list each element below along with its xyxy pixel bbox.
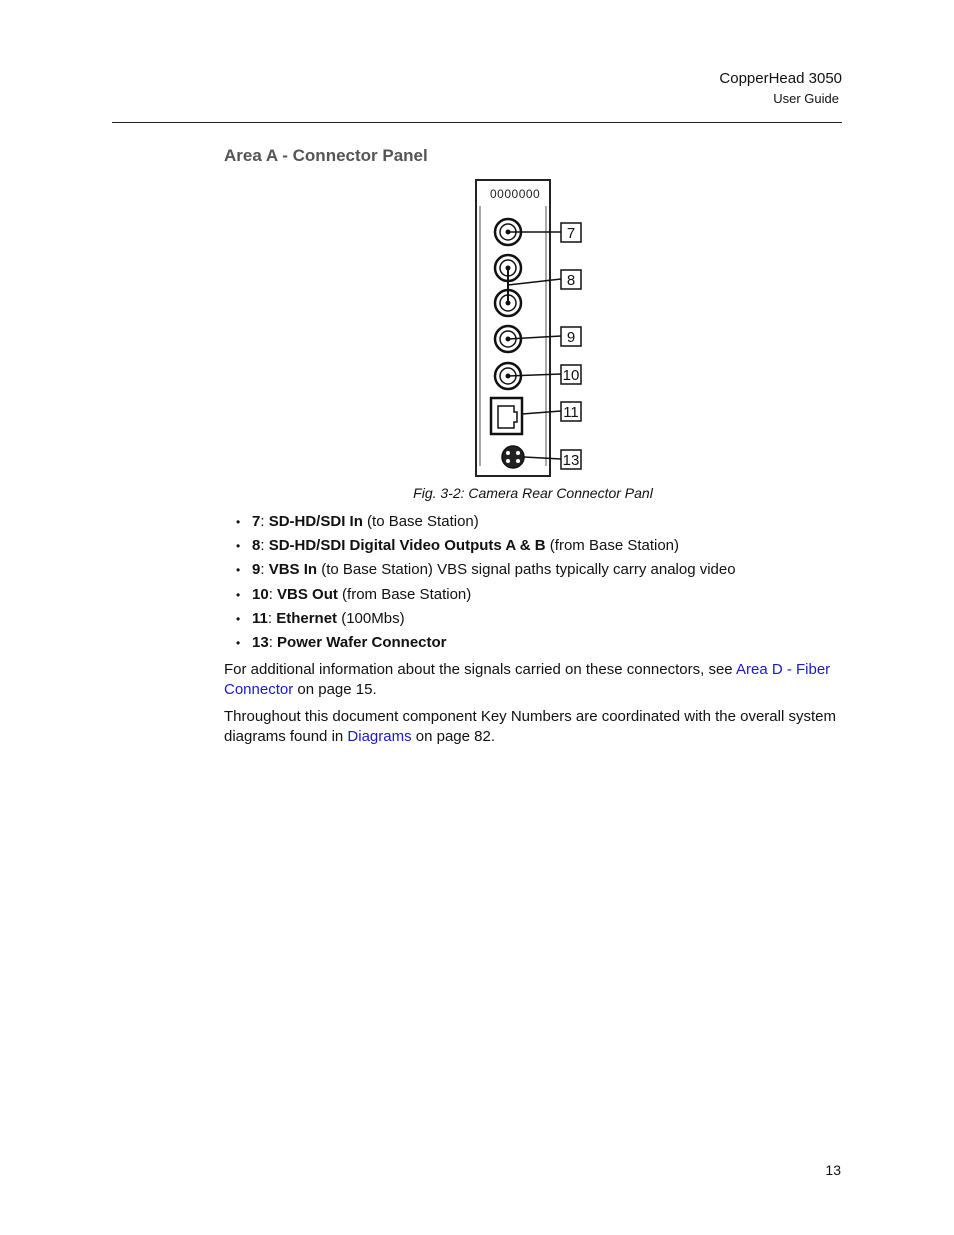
svg-text:8: 8 (566, 272, 576, 289)
callout-9 (561, 327, 581, 346)
list-item: • 13: Power Wafer Connector (236, 632, 736, 656)
connector-panel-figure (470, 176, 590, 481)
callout-10 (561, 365, 581, 384)
section-heading: Area A - Connector Panel (224, 146, 428, 165)
header-subtitle: User Guide (773, 91, 839, 106)
bullet-icon: • (236, 515, 241, 529)
power-connector-13 (502, 446, 524, 468)
list-item: • 7: SD-HD/SDI In (to Base Station) (236, 511, 736, 535)
header-title: CopperHead 3050 (719, 70, 842, 87)
ethernet-port-11 (491, 398, 522, 434)
page-number: 13 (825, 1162, 841, 1178)
list-item: • 11: Ethernet (100Mbs) (236, 608, 736, 632)
svg-text:13: 13 (562, 452, 580, 469)
bullet-icon: • (236, 635, 241, 650)
paragraph-key-numbers: Throughout this document component Key Numbers are coordinated with the overall system diagrams found in Diagrams on page 82. (224, 708, 836, 745)
svg-text:9: 9 (566, 329, 576, 346)
connector-list (236, 511, 736, 656)
list-item: • 10: VBS Out (from Base Station) (236, 584, 736, 608)
paragraph-additional-info: For additional information about the signals carried on these connectors, see Area D - Fiber Connector on page 15. (224, 661, 831, 698)
bullet-icon: • (236, 539, 241, 554)
panel-top-label: 0000000 (490, 187, 541, 201)
callout-13 (561, 450, 581, 469)
area-d-link[interactable]: Area D - Fiber Connector (224, 661, 831, 698)
header-rule (112, 122, 842, 123)
svg-text:7: 7 (566, 225, 576, 242)
bullet-icon: • (236, 563, 241, 578)
diagrams-link[interactable]: Diagrams (347, 728, 412, 745)
bullet-icon: • (236, 587, 241, 602)
list-item: • 8: SD-HD/SDI Digital Video Outputs A & B (from Base Station) (236, 535, 736, 559)
callout-8 (561, 270, 581, 289)
svg-text:11: 11 (563, 404, 579, 421)
callout-7 (561, 223, 581, 242)
svg-text:10: 10 (562, 367, 580, 384)
list-item: • 9: VBS In (to Base Station) VBS signal paths typically carry analog video (236, 559, 736, 583)
bullet-icon: • (236, 611, 241, 626)
figure-caption: Fig. 3-2: Camera Rear Connector Panl (413, 485, 653, 501)
callout-11 (561, 402, 581, 421)
